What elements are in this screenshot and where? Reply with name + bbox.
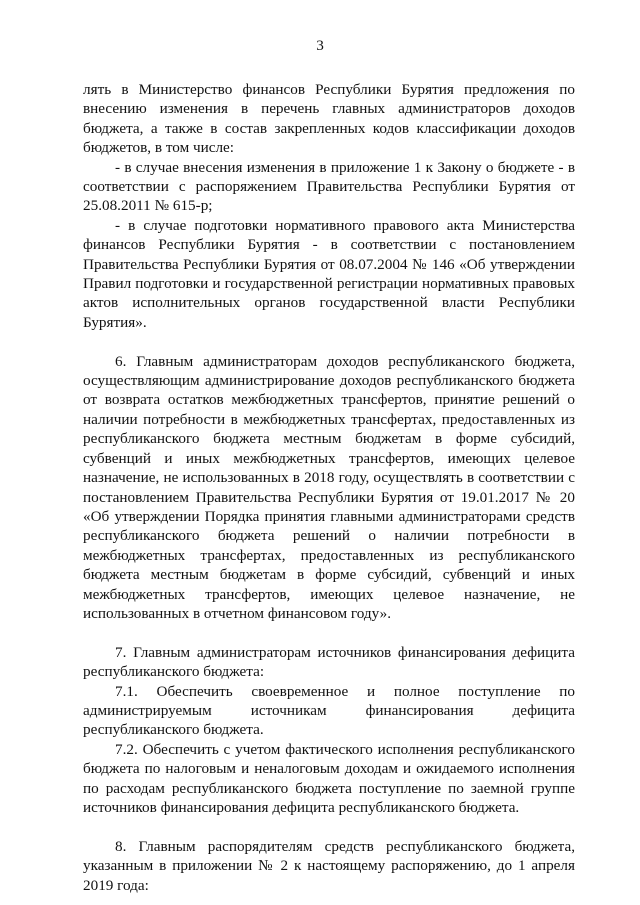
paragraph-item-7: 7. Главным администраторам источников финансирования дефицита республиканского бюджета: <box>83 643 575 681</box>
paragraph-bullet-normative-act: - в случае подготовки нормативного правового акта Министерства финансов Республики Бурятия - в соответствии с постановлением Правительства Республики Бурятия от 08.07.2004 № 146 «Об утверждении Правил подготовки и государственной регистрации нормативных правовых актов исполнительных органов государственной власти Республики Бурятия». <box>83 216 575 331</box>
paragraph-continuation: лять в Министерство финансов Республики Бурятия предложения по внесению изменения в перечень главных администраторов доходов бюджета, а также в состав закрепленных кодов классификации доходов бюджетов, в том числе: <box>83 81 575 157</box>
page-number: 3 <box>316 37 324 54</box>
paragraph-item-6: 6. Главным администраторам доходов республиканского бюджета, осуществляющим администрирование доходов республиканского бюджета от возврата остатков межбюджетных трансфертов, принятие решений о наличии потребности в межбюджетных трансфертах, предоставленных из республиканского бюджета местным бюджетам в форме субсидий, субвенций и иных межбюджетных трансфертов, имеющих целевое назначение, не использованных в 2018 году, осуществлять в соответствии с постановлением Правительства Республики Бурятия от 19.01.2017 № 20 «Об утверждении Порядка принятия главными администраторами средств республиканского бюджета решений о наличии потребности в межбюджетных трансфертах, предоставленных из республиканского бюджета местным бюджетам в форме субсидий, субвенций и иных межбюджетных трансфертов, имеющих целевое назначение, не использованных в отчетном финансовом году». <box>83 352 575 622</box>
paragraph-item-7-1: 7.1. Обеспечить своевременное и полное поступление по администрируемым источникам финансирования дефицита республиканского бюджета. <box>83 682 575 739</box>
paragraph-gap <box>83 817 575 836</box>
document-body <box>83 80 575 895</box>
paragraph-bullet-law: - в случае внесения изменения в приложение 1 к Закону о бюджете - в соответствии с распоряжением Правительства Республики Бурятия от 25.08.2011 № 615-р; <box>83 158 575 215</box>
paragraph-gap <box>83 332 575 351</box>
paragraph-item-7-2: 7.2. Обеспечить с учетом фактического исполнения республиканского бюджета по налоговым и неналоговым доходам и ожидаемого исполнения по расходам республиканского бюджета поступление по заемной группе источников финансирования дефицита республиканского бюджета. <box>83 740 575 816</box>
paragraph-item-8: 8. Главным распорядителям средств республиканского бюджета, указанным в приложении № 2 к настоящему распоряжению, до 1 апреля 2019 года: <box>83 837 575 894</box>
paragraph-gap <box>83 623 575 642</box>
